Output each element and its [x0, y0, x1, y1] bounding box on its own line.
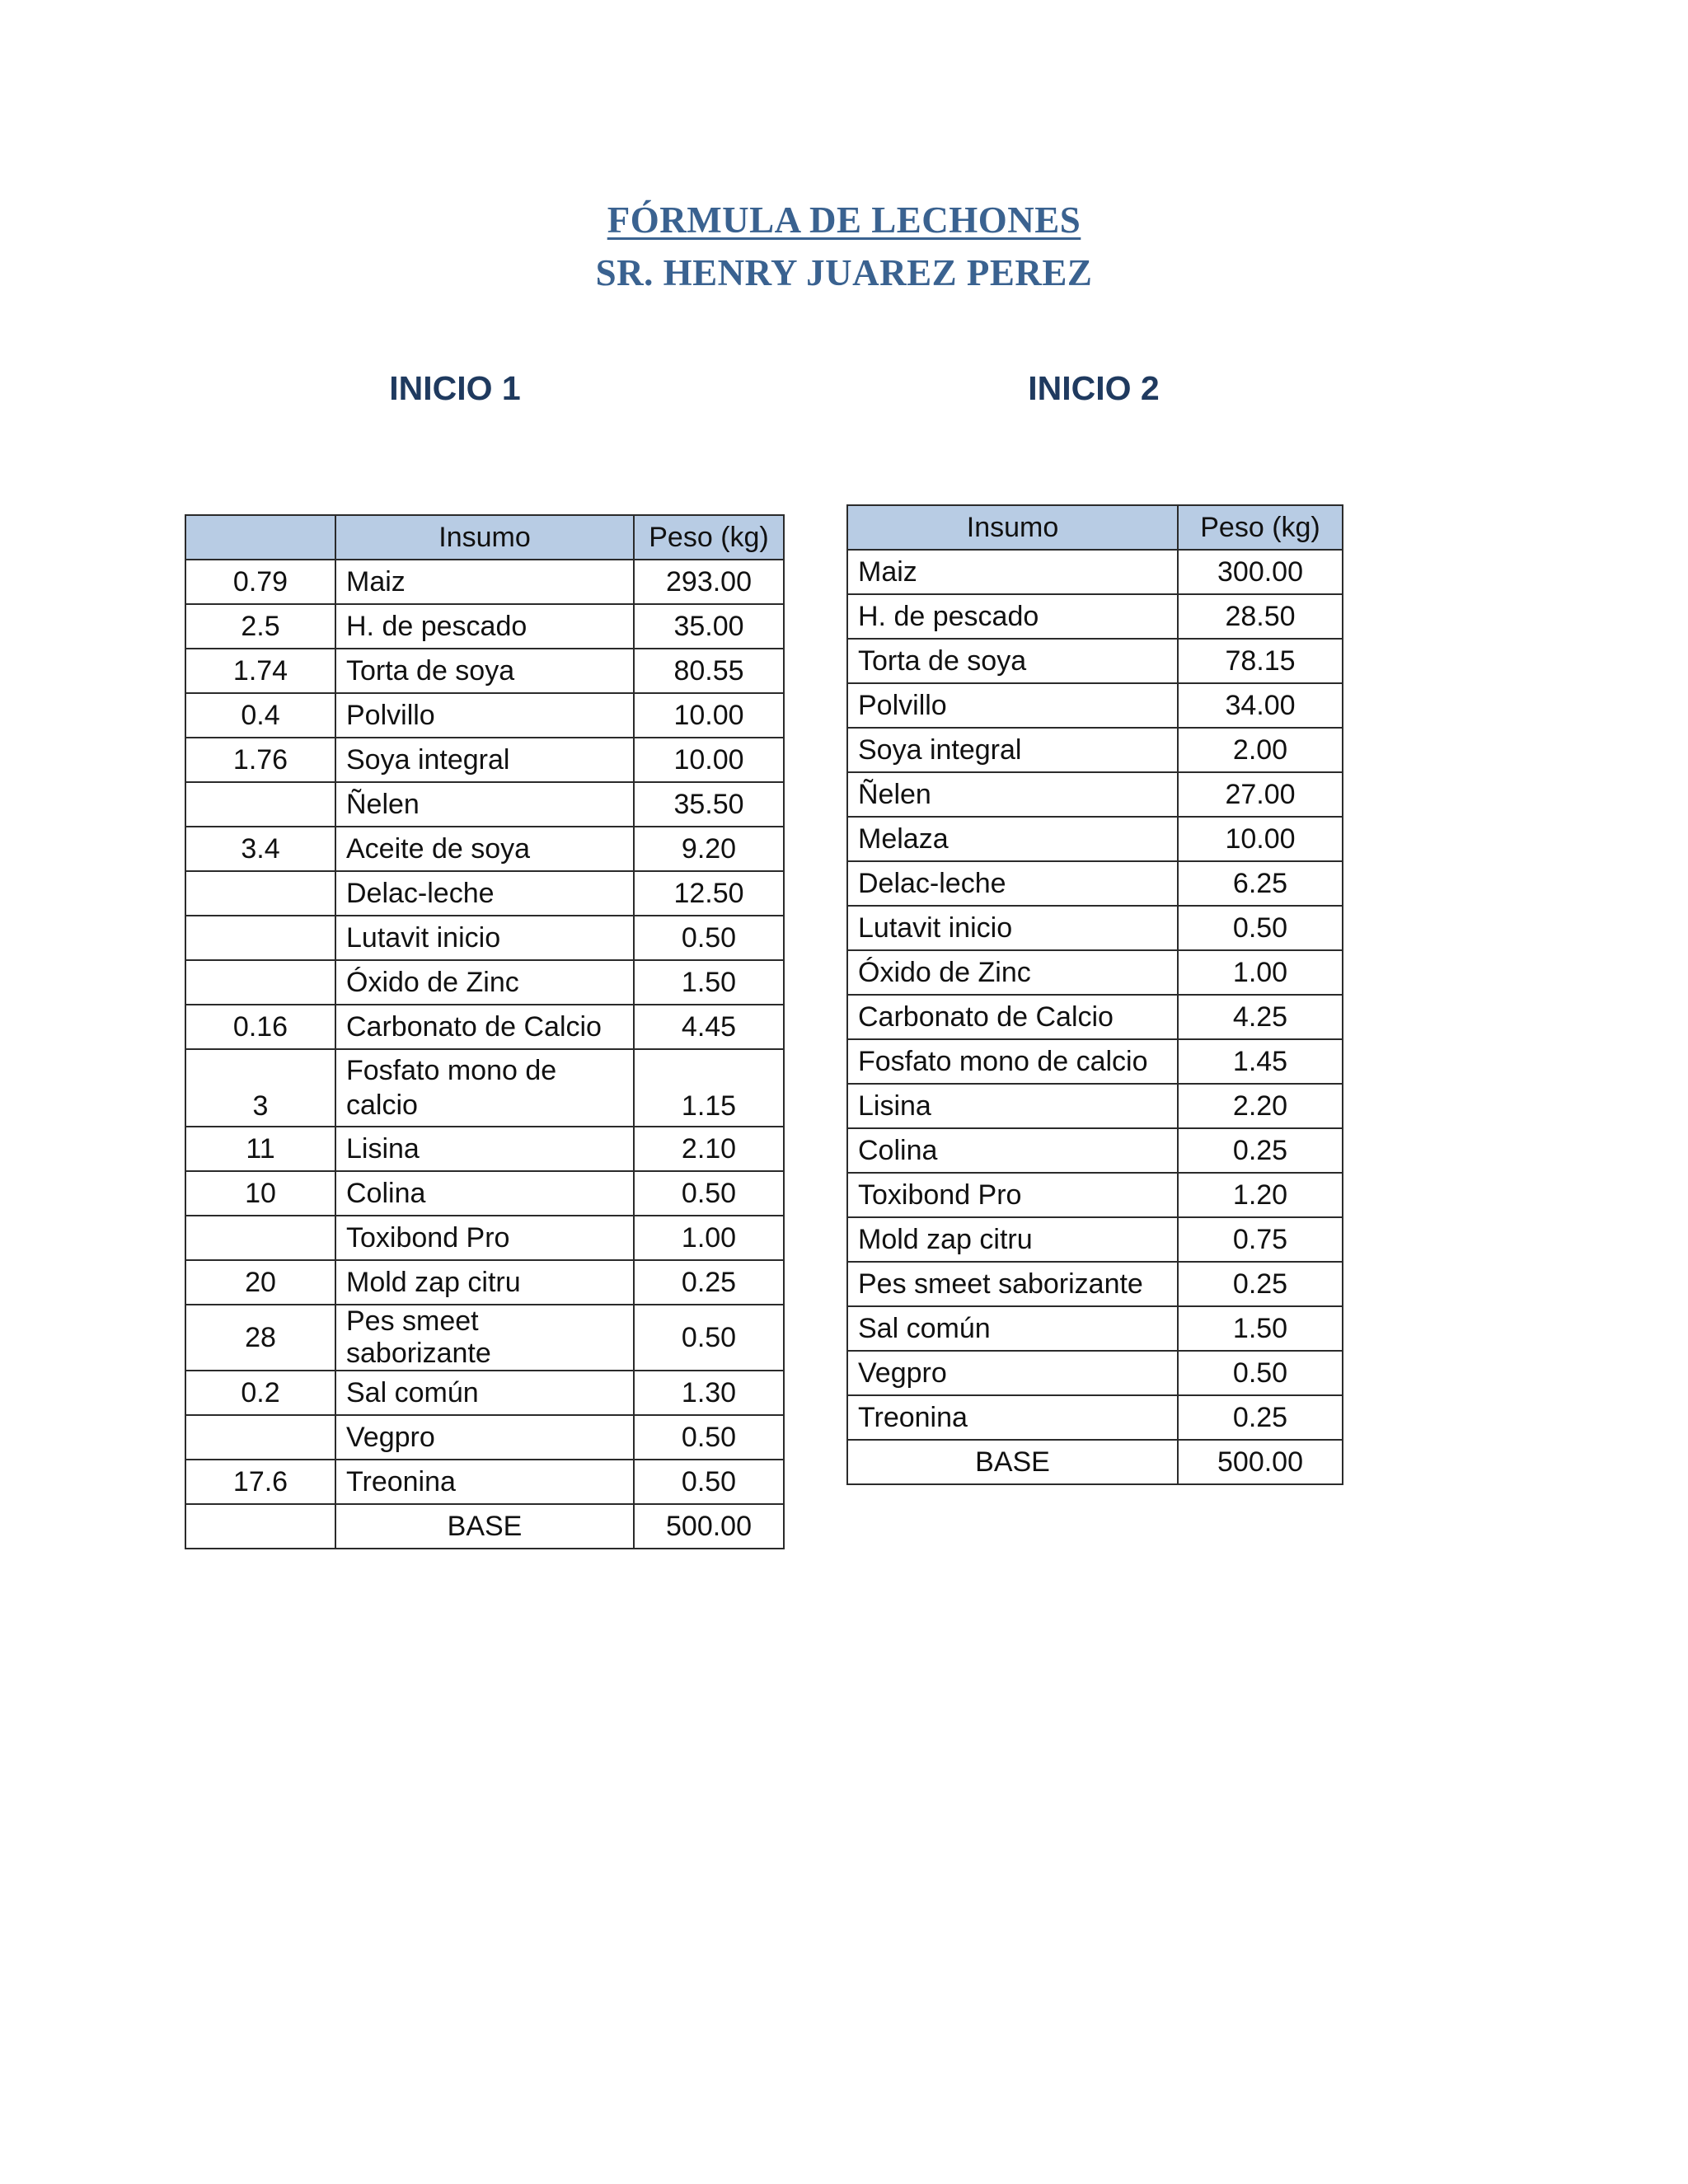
table-row [847, 728, 1343, 772]
row-insumo: Lutavit inicio [847, 906, 1178, 950]
table-row [847, 1039, 1343, 1084]
document-title: FÓRMULA DE LECHONES [607, 199, 1081, 241]
row-ratio: 10 [185, 1171, 335, 1216]
row-insumo: Pes smeet saborizante [847, 1262, 1178, 1306]
row-insumo: Vegpro [847, 1351, 1178, 1395]
row-peso: 4.45 [634, 1005, 784, 1049]
row-peso: 35.00 [634, 604, 784, 649]
row-peso: 10.00 [634, 738, 784, 782]
row-peso: 80.55 [634, 649, 784, 693]
table-row [185, 960, 784, 1005]
row-insumo: Ñelen [847, 772, 1178, 817]
header-ratio [185, 515, 335, 560]
row-insumo: Maiz [847, 550, 1178, 594]
row-ratio: 1.74 [185, 649, 335, 693]
row-peso: 0.50 [634, 1305, 784, 1371]
header-peso: Peso (kg) [634, 515, 784, 560]
row-ratio: 11 [185, 1127, 335, 1171]
row-ratio: 20 [185, 1260, 335, 1305]
row-peso: 2.00 [1178, 728, 1343, 772]
row-peso: 28.50 [1178, 594, 1343, 639]
row-insumo: Colina [335, 1171, 634, 1216]
row-ratio: 0.4 [185, 693, 335, 738]
table-row [847, 1084, 1343, 1128]
table-row [185, 782, 784, 827]
base-value: 500.00 [1178, 1440, 1343, 1484]
row-peso: 1.45 [1178, 1039, 1343, 1084]
table-row [185, 1305, 784, 1371]
row-peso: 0.25 [634, 1260, 784, 1305]
table-row [185, 604, 784, 649]
row-ratio: 1.76 [185, 738, 335, 782]
row-insumo: Delac-leche [335, 871, 634, 916]
row-insumo: Maiz [335, 560, 634, 604]
table-header-row [847, 505, 1343, 550]
table-row [185, 1260, 784, 1305]
row-insumo: Soya integral [335, 738, 634, 782]
row-peso: 27.00 [1178, 772, 1343, 817]
header-insumo: Insumo [335, 515, 634, 560]
table-row [847, 906, 1343, 950]
table-row [847, 1306, 1343, 1351]
row-insumo: Toxibond Pro [335, 1216, 634, 1260]
table-row [185, 1171, 784, 1216]
row-insumo: H. de pescado [335, 604, 634, 649]
table-row [847, 950, 1343, 995]
row-insumo: Treonina [847, 1395, 1178, 1440]
row-peso: 10.00 [1178, 817, 1343, 861]
row-peso: 2.10 [634, 1127, 784, 1171]
row-ratio: 28 [185, 1305, 335, 1371]
base-label: BASE [335, 1504, 634, 1549]
row-ratio [185, 871, 335, 916]
table-row [847, 1217, 1343, 1262]
table-header-row [185, 515, 784, 560]
row-ratio: 0.16 [185, 1005, 335, 1049]
table-row [847, 1395, 1343, 1440]
row-peso: 0.50 [1178, 906, 1343, 950]
row-peso: 293.00 [634, 560, 784, 604]
row-peso: 6.25 [1178, 861, 1343, 906]
table-row [185, 560, 784, 604]
row-ratio [185, 960, 335, 1005]
row-peso: 1.20 [1178, 1173, 1343, 1217]
row-peso: 9.20 [634, 827, 784, 871]
table-row [185, 1415, 784, 1460]
row-insumo: Sal común [847, 1306, 1178, 1351]
inicio2-title: INICIO 2 [1028, 369, 1160, 407]
row-peso: 0.50 [634, 1171, 784, 1216]
row-insumo: Óxido de Zinc [847, 950, 1178, 995]
row-peso: 0.50 [1178, 1351, 1343, 1395]
row-insumo: Mold zap citru [335, 1260, 634, 1305]
row-insumo: Aceite de soya [335, 827, 634, 871]
document-subtitle: SR. HENRY JUAREZ PEREZ [595, 252, 1093, 293]
row-ratio [185, 782, 335, 827]
inicio2-table [846, 504, 1343, 1485]
row-insumo: Ñelen [335, 782, 634, 827]
table-row [847, 1128, 1343, 1173]
table-row [185, 693, 784, 738]
table-row [185, 1371, 784, 1415]
row-peso: 0.50 [634, 1460, 784, 1504]
row-insumo: Toxibond Pro [847, 1173, 1178, 1217]
row-insumo: Óxido de Zinc [335, 960, 634, 1005]
table-row [185, 1216, 784, 1260]
row-insumo: Colina [847, 1128, 1178, 1173]
base-value: 500.00 [634, 1504, 784, 1549]
row-insumo: Torta de soya [847, 639, 1178, 683]
row-ratio: 3 [185, 1049, 335, 1127]
row-peso: 0.25 [1178, 1262, 1343, 1306]
base-label: BASE [847, 1440, 1178, 1484]
row-peso: 0.50 [634, 916, 784, 960]
row-insumo: H. de pescado [847, 594, 1178, 639]
table-row [185, 827, 784, 871]
inicio1-title: INICIO 1 [389, 369, 521, 407]
table-row [185, 871, 784, 916]
row-peso: 12.50 [634, 871, 784, 916]
row-ratio [185, 916, 335, 960]
row-ratio [185, 1216, 335, 1260]
table-row [847, 594, 1343, 639]
row-insumo: Sal común [335, 1371, 634, 1415]
row-insumo: Lisina [335, 1127, 634, 1171]
table-row [185, 1127, 784, 1171]
row-insumo: Carbonato de Calcio [847, 995, 1178, 1039]
row-peso: 0.75 [1178, 1217, 1343, 1262]
base-row [847, 1440, 1343, 1484]
table-row [847, 1173, 1343, 1217]
row-insumo: Polvillo [847, 683, 1178, 728]
row-peso: 4.25 [1178, 995, 1343, 1039]
row-peso: 1.50 [634, 960, 784, 1005]
row-insumo: Polvillo [335, 693, 634, 738]
row-ratio: 0.79 [185, 560, 335, 604]
table-row [847, 550, 1343, 594]
row-insumo: Pes smeet saborizante [335, 1305, 634, 1371]
table-row [847, 639, 1343, 683]
row-insumo: Carbonato de Calcio [335, 1005, 634, 1049]
table-row [847, 772, 1343, 817]
row-insumo: Mold zap citru [847, 1217, 1178, 1262]
table-row [847, 817, 1343, 861]
row-peso: 35.50 [634, 782, 784, 827]
table-row [185, 1049, 784, 1127]
row-insumo: Delac-leche [847, 861, 1178, 906]
row-peso: 1.00 [634, 1216, 784, 1260]
row-insumo: Lisina [847, 1084, 1178, 1128]
row-insumo: Soya integral [847, 728, 1178, 772]
base-row [185, 1504, 784, 1549]
row-insumo: Fosfato mono de calcio [335, 1049, 634, 1127]
row-insumo: Fosfato mono de calcio [847, 1039, 1178, 1084]
row-peso: 1.15 [634, 1049, 784, 1127]
inicio1-table [185, 514, 785, 1549]
row-insumo: Vegpro [335, 1415, 634, 1460]
table-row [847, 1351, 1343, 1395]
row-peso: 1.00 [1178, 950, 1343, 995]
row-ratio: 0.2 [185, 1371, 335, 1415]
row-peso: 10.00 [634, 693, 784, 738]
table-row [847, 861, 1343, 906]
table-row [185, 916, 784, 960]
row-ratio: 17.6 [185, 1460, 335, 1504]
row-peso: 1.50 [1178, 1306, 1343, 1351]
row-ratio: 2.5 [185, 604, 335, 649]
row-peso: 0.50 [634, 1415, 784, 1460]
table-row [847, 995, 1343, 1039]
row-peso: 2.20 [1178, 1084, 1343, 1128]
row-ratio [185, 1415, 335, 1460]
row-ratio: 3.4 [185, 827, 335, 871]
table-row [847, 1262, 1343, 1306]
base-empty [185, 1504, 335, 1549]
document-header [0, 194, 1688, 299]
table-row [185, 738, 784, 782]
row-peso: 300.00 [1178, 550, 1343, 594]
header-insumo: Insumo [847, 505, 1178, 550]
row-peso: 78.15 [1178, 639, 1343, 683]
table-row [185, 649, 784, 693]
row-insumo: Torta de soya [335, 649, 634, 693]
row-insumo: Melaza [847, 817, 1178, 861]
header-peso: Peso (kg) [1178, 505, 1343, 550]
row-insumo: Lutavit inicio [335, 916, 634, 960]
row-peso: 34.00 [1178, 683, 1343, 728]
row-insumo: Treonina [335, 1460, 634, 1504]
table-row [185, 1005, 784, 1049]
row-peso: 0.25 [1178, 1395, 1343, 1440]
table-row [185, 1460, 784, 1504]
row-peso: 1.30 [634, 1371, 784, 1415]
row-peso: 0.25 [1178, 1128, 1343, 1173]
table-row [847, 683, 1343, 728]
